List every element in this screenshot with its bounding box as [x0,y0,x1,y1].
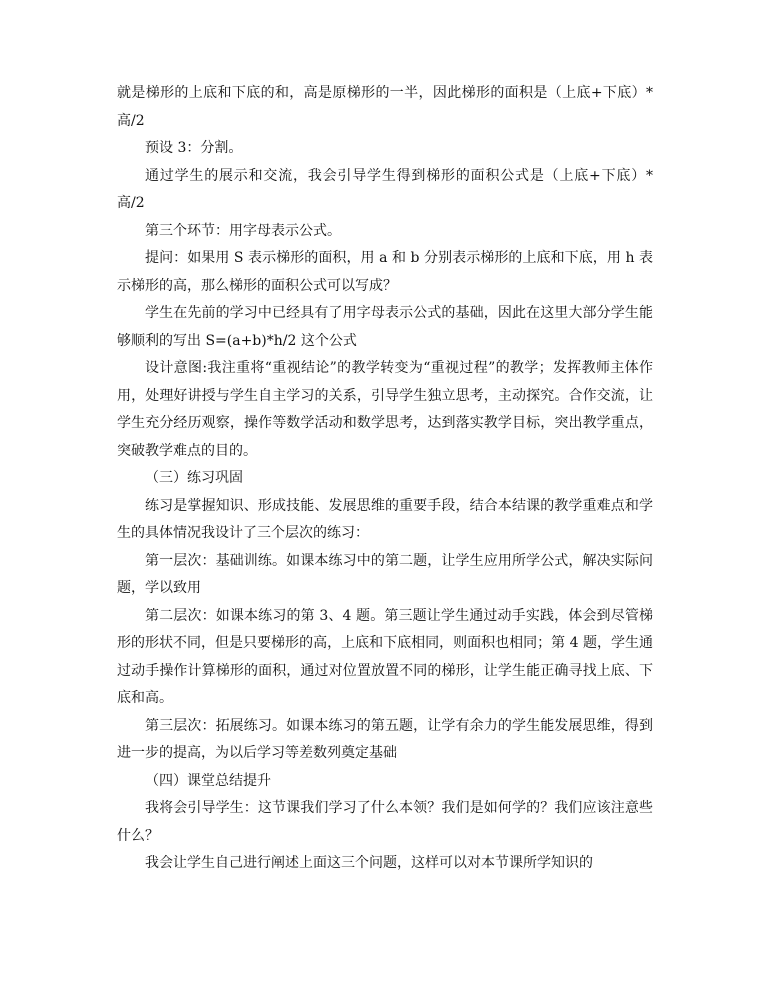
paragraph-summary-guide: 我将会引导学生：这节课我们学习了什么本领？我们是如何学的？我们应该注意些什么？ [117,800,653,844]
paragraph-formula: 学生在先前的学习中已经具有了用字母表示公式的基础，因此在这里大部分学生能够顺利的写出 S=(a+b)*h/2 这个公式 [117,305,653,349]
paragraph-step-three: 第三个环节：用字母表示公式。 [145,222,341,239]
paragraph-summary-end: 我会让学生自己进行阐述上面这三个问题，这样可以对本节课所学知识的 [145,855,593,871]
paragraph-preset-3: 预设 3：分割。 [145,140,243,156]
section-heading-summary: （四）课堂总结提升 [145,772,271,789]
paragraph-level-one: 第一层次：基础训练。如课本练习中的第二题，让学生应用所学公式，解决实际问题，学以致用 [117,552,653,596]
paragraph-level-three: 第三层次：拓展练习。如课本练习的第五题，让学有余力的学生能发展思维，得到进一步的提高，为以后学习等差数列奠定基础 [117,717,653,761]
section-heading-practice: （三）练习巩固 [145,470,243,486]
paragraph-area-conclusion: 就是梯形的上底和下底的和，高是原梯形的一半，因此梯形的面积是（上底+下底）*高/2 [117,85,653,129]
paragraph-design-intent: 设计意图:我注重将“重视结论”的教学转变为“重视过程”的教学；发挥教师主体作用，处理好讲授与学生自主学习的关系，引导学生独立思考，主动探究。合作交流，让学生充分经历观察，操作等数学活动和数学思考，达到落实教学目标，突出教学重点，突破教学难点的目的。 [117,360,653,459]
document-body [117,80,653,878]
paragraph-discussion: 通过学生的展示和交流，我会引导学生得到梯形的面积公式是（上底+下底）*高/2 [117,167,653,211]
paragraph-practice-intro: 练习是掌握知识、形成技能、发展思维的重要手段，结合本结课的教学重难点和学生的具体情况我设计了三个层次的练习： [117,497,653,541]
paragraph-question: 提问：如果用 S 表示梯形的面积，用 a 和 b 分别表示梯形的上底和下底，用 h 表示梯形的高，那么梯形的面积公式可以写成？ [117,250,653,294]
paragraph-level-two: 第二层次：如课本练习的第 3、4 题。第三题让学生通过动手实践，体会到尽管梯形的形状不同，但是只要梯形的高，上底和下底相同，则面积也相同；第 4 题，学生通过动手操作计算梯形的面积，通过对位置放置不同的梯形，让学生能正确寻找上底、下底和高。 [117,607,653,706]
